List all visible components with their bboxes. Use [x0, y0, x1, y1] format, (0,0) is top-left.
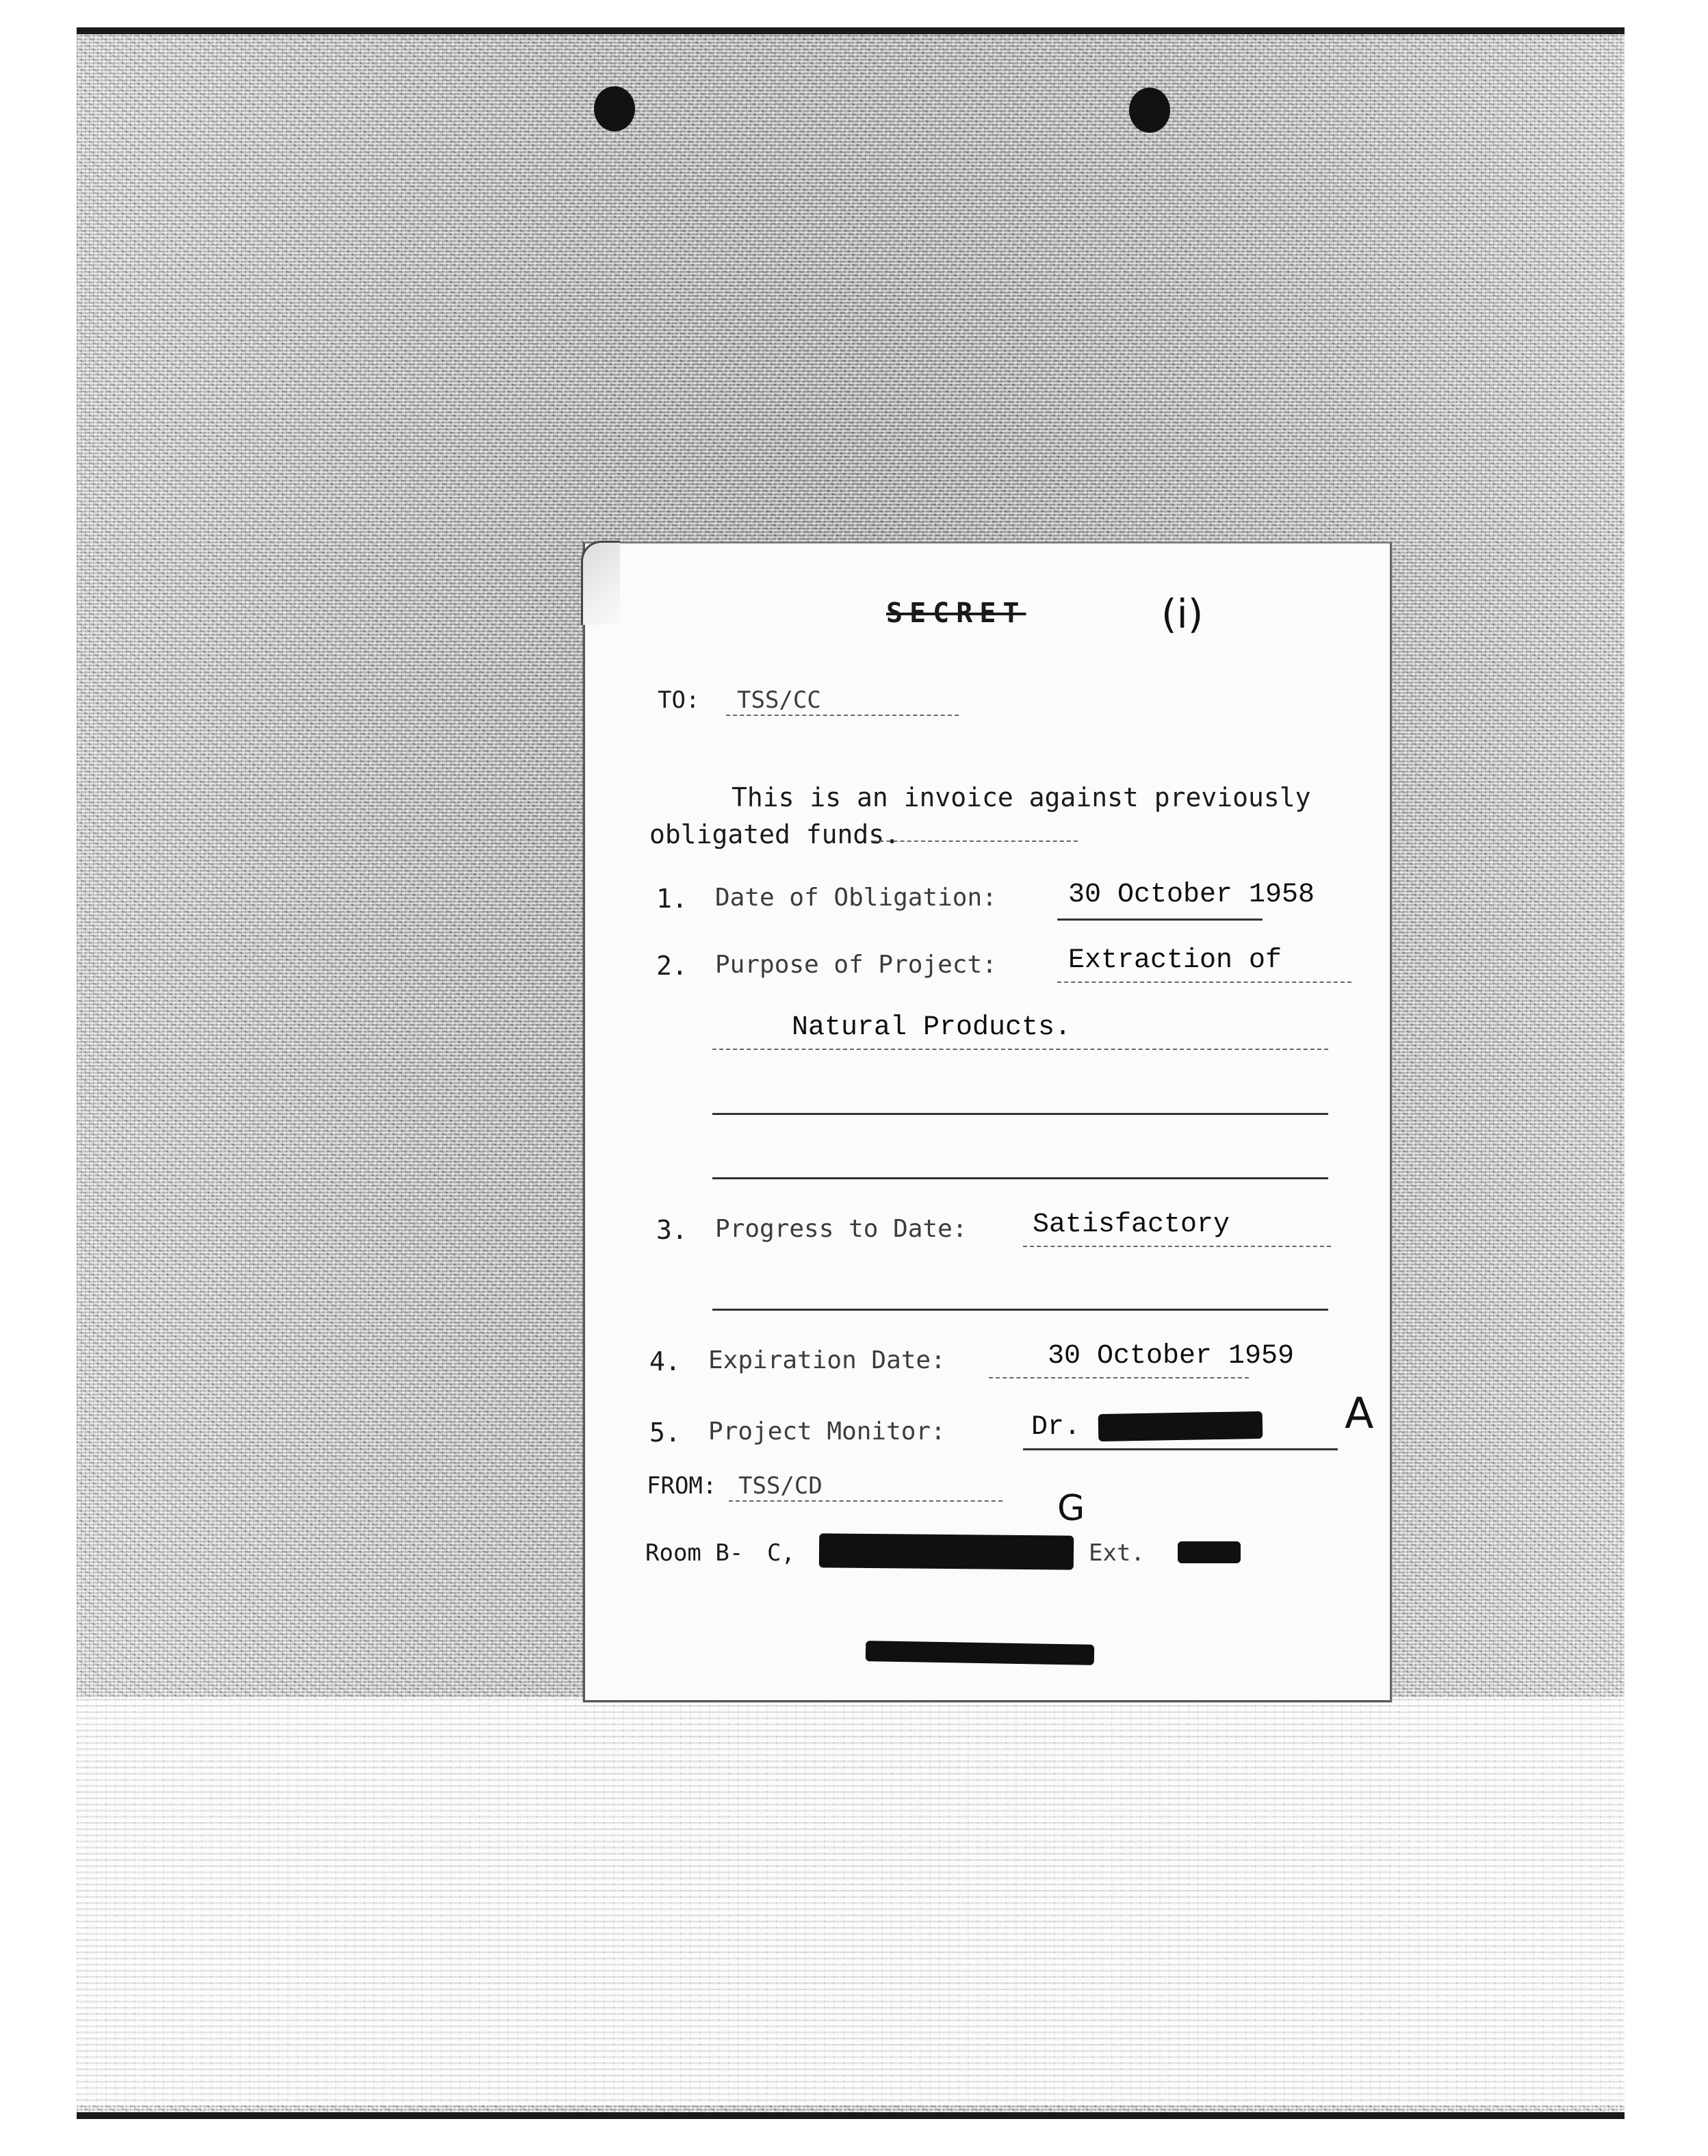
item-3-value: Satisfactory — [1033, 1209, 1230, 1240]
item-2-rule-4 — [712, 1177, 1328, 1179]
item-3-number: 3. — [656, 1215, 688, 1245]
punch-hole-right — [1129, 88, 1170, 133]
item-5-number: 5. — [649, 1417, 681, 1448]
item-3-rule-2 — [712, 1309, 1328, 1311]
item-2-number: 2. — [656, 951, 688, 981]
extension-redaction — [1178, 1541, 1241, 1563]
item-5-value: Dr. — [1031, 1412, 1081, 1443]
item-2-rule — [1057, 981, 1351, 983]
intro-line-1: This is an invoice against previously — [732, 782, 1311, 812]
item-3-rule — [1023, 1246, 1331, 1247]
intro-rule — [872, 840, 1078, 842]
item-3-label: Progress to Date: — [715, 1215, 968, 1243]
to-rule — [726, 715, 959, 716]
monitor-handwritten-mark: A — [1345, 1388, 1374, 1438]
ext-label: Ext. — [1089, 1539, 1145, 1567]
item-4-number: 4. — [649, 1346, 681, 1376]
from-label: FROM: — [647, 1472, 717, 1500]
classification-marking: SECRET — [886, 598, 1026, 629]
item-1-number: 1. — [656, 884, 688, 914]
board-lower-texture — [77, 1697, 1625, 2105]
signature-redaction — [866, 1641, 1094, 1665]
room-address-redaction — [819, 1533, 1074, 1569]
room-handwritten-mark: G — [1057, 1488, 1085, 1529]
item-5-label: Project Monitor: — [708, 1417, 946, 1446]
item-2-rule-2 — [712, 1049, 1328, 1050]
item-1-value: 30 October 1958 — [1068, 880, 1315, 910]
corner-page-mark: (i) — [1161, 591, 1204, 637]
folded-corner — [581, 541, 620, 625]
intro-line-2: obligated funds. — [649, 819, 901, 849]
item-4-value: 30 October 1959 — [1048, 1341, 1295, 1372]
item-1-label: Date of Obligation: — [715, 884, 997, 912]
from-rule — [729, 1500, 1002, 1502]
item-4-label: Expiration Date: — [708, 1346, 946, 1374]
invoice-slip — [583, 542, 1392, 1702]
room-value: C, — [767, 1539, 795, 1567]
room-label: Room B- — [645, 1539, 744, 1567]
item-2-continuation: Natural Products. — [792, 1012, 1072, 1043]
item-4-rule — [989, 1377, 1249, 1378]
to-value: TSS/CC — [737, 686, 821, 714]
item-2-label: Purpose of Project: — [715, 951, 997, 979]
monitor-name-redaction — [1098, 1411, 1263, 1441]
item-2-rule-3 — [712, 1113, 1328, 1115]
from-value: TSS/CD — [738, 1472, 823, 1500]
item-1-rule — [1057, 919, 1263, 921]
to-label: TO: — [658, 686, 700, 714]
item-5-rule — [1023, 1448, 1338, 1450]
punch-hole-left — [594, 86, 635, 131]
item-2-value: Extraction of — [1068, 945, 1282, 976]
